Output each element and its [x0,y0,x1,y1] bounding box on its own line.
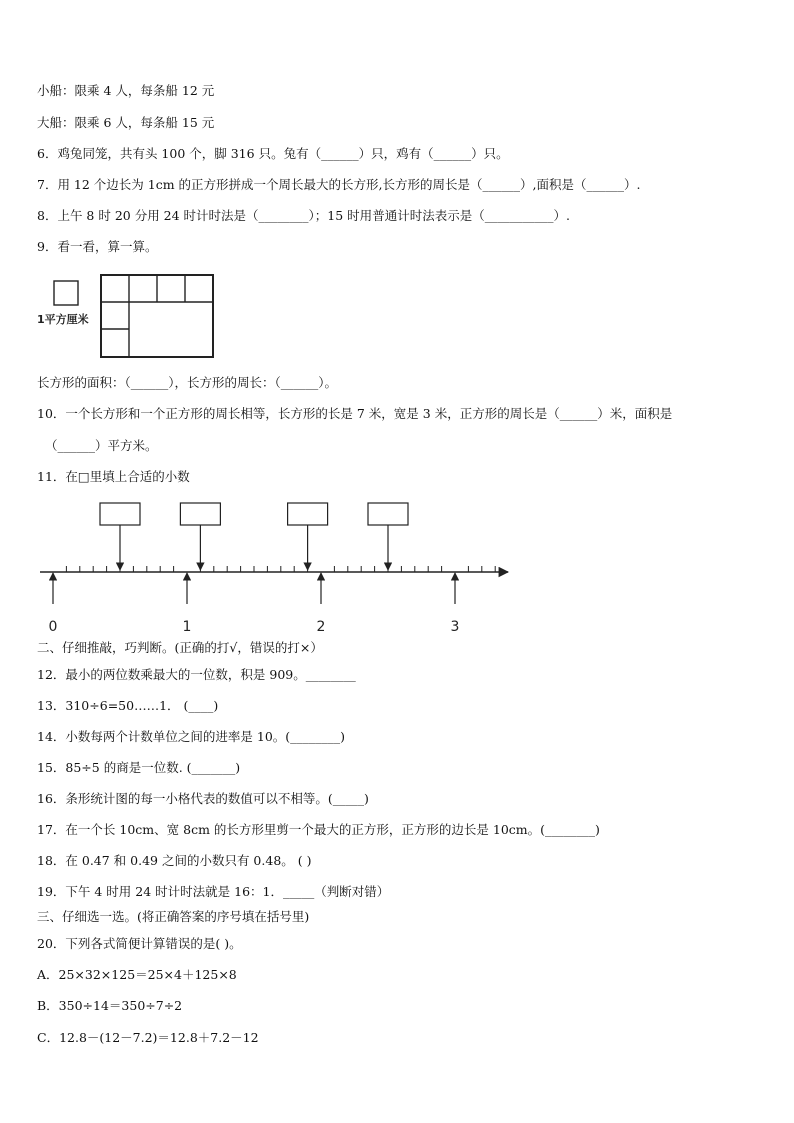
answer-box[interactable] [288,503,328,525]
question-12: 12．最小的两位数乘最大的一位数，积是 909。________ [37,667,356,682]
question-10-line1: 10．一个长方形和一个正方形的周长相等，长方形的长是 7 米，宽是 3 米，正方形的周长是（______）米，面积是 [37,406,673,421]
answer-box[interactable] [368,503,408,525]
question-9-answer: 长方形的面积：（______），长方形的周长：（______）。 [37,375,338,390]
grid-rectangle [101,275,213,357]
answer-box[interactable] [100,503,140,525]
question-13: 13．310÷6=50……1． (____) [37,698,219,713]
question-18: 18．在 0.47 和 0.49 之间的小数只有 0.48。 ( ) [37,853,312,868]
question-11: 11．在□里填上合适的小数 [37,469,190,484]
question-8: 8．上午 8 时 20 分用 24 时计时法是（________）；15 时用普通计时法表示是（___________）. [37,208,570,223]
question-15: 15．85÷5 的商是一位数. (_______) [37,760,241,775]
number-line-label: 3 [450,619,460,635]
section-2-heading: 二、仔细推敲，巧判断。(正确的打√，错误的打×） [37,640,323,655]
number-line-label: 1 [182,619,192,635]
answer-box[interactable] [180,503,220,525]
number-line-label: 2 [316,619,326,635]
question-17: 17．在一个长 10cm、宽 8cm 的长方形里剪一个最大的正方形，正方形的边长是 10cm。(________) [37,822,600,837]
number-line-label: 0 [48,619,58,635]
question-6: 6．鸡兔同笼，共有头 100 个，脚 316 只。兔有（______）只，鸡有（______）只。 [37,146,509,161]
number-line-figure [30,495,520,640]
section-3-heading: 三、仔细选一选。(将正确答案的序号填在括号里) [37,909,310,924]
option-a: A．25×32×125＝25×4＋125×8 [37,967,237,982]
question-14: 14．小数每两个计数单位之间的进率是 10。(________) [37,729,346,744]
option-c: C．12.8－(12－7.2)＝12.8＋7.2－12 [37,1030,259,1045]
unit-square [54,281,78,305]
unit-square-label: 1平方厘米 [37,313,89,326]
big-boat-line: 大船：限乘 6 人，每条船 15 元 [37,115,215,130]
question-20: 20．下列各式简便计算错误的是( )。 [37,936,242,951]
small-boat-line: 小船：限乘 4 人，每条船 12 元 [37,83,215,98]
question-16: 16．条形统计图的每一小格代表的数值可以不相等。(_____) [37,791,369,806]
question-9: 9．看一看，算一算。 [37,239,158,254]
question-7: 7．用 12 个边长为 1cm 的正方形拼成一个周长最大的长方形,长方形的周长是（______）,面积是（______）. [37,177,641,192]
question-19: 19．下午 4 时用 24 时计时法就是 16：1．_____（判断对错） [37,884,390,899]
question-10-line2: （______）平方米。 [45,438,158,453]
option-b: B．350÷14＝350÷7÷2 [37,998,183,1013]
area-figure [37,272,227,362]
